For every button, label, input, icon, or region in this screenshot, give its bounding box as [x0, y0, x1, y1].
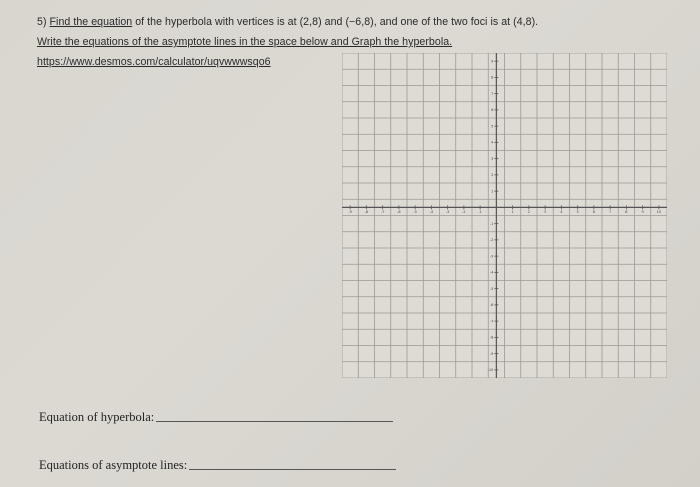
y-tick-label: -5: [489, 286, 494, 291]
asymptote-instruction: Write the equations of the asymptote lines in the space below and Graph the hyperbola.: [37, 36, 453, 48]
find-equation-text: Find the equation: [49, 16, 133, 28]
problem-number: 5): [37, 16, 47, 28]
y-tick-label: -10: [487, 368, 494, 373]
asymptote-label: Equations of asymptote lines:: [39, 458, 188, 472]
hyperbola-answer-line[interactable]: [156, 420, 393, 422]
x-tick-label: 7: [609, 209, 612, 214]
x-tick-label: 5: [576, 209, 579, 214]
hyperbola-label: Equation of hyperbola:: [39, 410, 155, 424]
x-tick-label: 9: [641, 209, 644, 214]
desmos-link[interactable]: https://www.desmos.com/calculator/uqvwwwsqo6: [37, 56, 271, 68]
y-tick-label: -4: [489, 270, 494, 275]
problem-description: of the hyperbola with vertices is at (2,8) and (−6,8), and one of the two foci is at (4,8).: [132, 16, 539, 28]
y-tick-label: -2: [489, 238, 494, 243]
x-tick-label: -7: [380, 209, 385, 214]
x-tick-label: -3: [445, 209, 450, 214]
x-tick-label: -2: [462, 209, 466, 214]
problem-line-1: [37, 12, 677, 32]
x-tick-label: -9: [348, 209, 352, 214]
x-tick-label: 10: [656, 209, 662, 214]
y-tick-label: 3: [491, 156, 494, 161]
coordinate-grid: [342, 53, 667, 378]
y-tick-label: 9: [491, 59, 494, 64]
y-tick-label: 4: [491, 140, 494, 145]
y-tick-label: 6: [491, 108, 494, 113]
x-tick-label: -6: [397, 209, 401, 214]
x-tick-label: -5: [413, 209, 417, 214]
x-tick-label: 8: [625, 209, 628, 214]
asymptote-answer-row: [39, 458, 396, 473]
y-tick-label: -1: [489, 221, 494, 226]
y-tick-label: -9: [489, 351, 494, 356]
x-tick-label: -1: [478, 209, 482, 214]
y-tick-label: -3: [489, 254, 494, 259]
y-tick-label: -7: [489, 319, 494, 324]
asymptote-answer-line[interactable]: [189, 468, 396, 470]
grid-lines: [342, 53, 667, 378]
x-tick-label: 3: [544, 209, 547, 214]
y-tick-label: -8: [489, 335, 494, 340]
x-tick-label: 6: [592, 209, 595, 214]
y-tick-label: 1: [491, 189, 494, 194]
x-tick-label: -8: [364, 209, 369, 214]
x-tick-label: -4: [429, 209, 434, 214]
y-tick-label: 2: [491, 173, 494, 178]
x-tick-label: 4: [560, 209, 563, 214]
y-tick-label: -6: [489, 303, 494, 308]
y-tick-label: 7: [491, 91, 494, 96]
x-tick-label: 1: [511, 209, 514, 214]
y-tick-label: 8: [491, 75, 494, 80]
x-tick-label: 2: [527, 209, 530, 214]
y-tick-label: 5: [491, 124, 494, 129]
hyperbola-answer-row: [39, 410, 393, 425]
